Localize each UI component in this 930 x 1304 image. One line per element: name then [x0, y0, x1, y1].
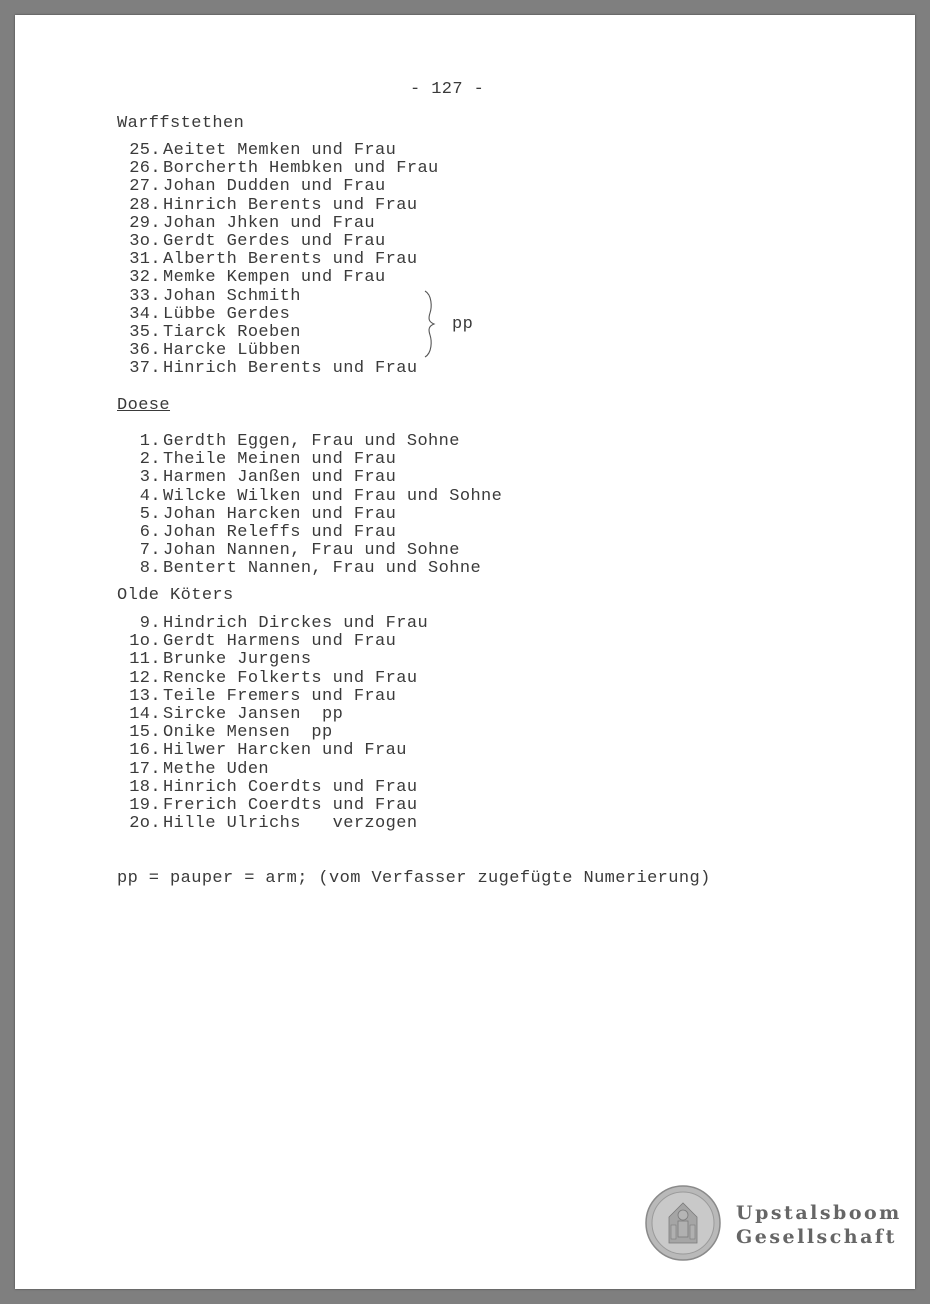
entry-name: Methe Uden: [163, 759, 270, 779]
entry-number: 35.: [129, 322, 161, 342]
entry-number: 9.: [139, 614, 161, 633]
warffstethen-list: [117, 142, 439, 378]
list-item: [117, 469, 502, 487]
entry-number: 3.: [139, 468, 161, 488]
entry-name: Aeitet Memken und Frau: [163, 141, 397, 160]
entry-number: 14.: [129, 704, 161, 724]
section-title-doese: Doese: [117, 396, 171, 415]
entry-number: 12.: [129, 668, 161, 688]
entry-name: Brunke Jurgens: [163, 650, 312, 670]
entry-name: Johan Schmith: [163, 286, 301, 306]
list-item: [117, 615, 428, 633]
entry-name: Theile Meinen und Frau: [163, 450, 397, 470]
list-item: [117, 433, 502, 451]
entry-number: 5.: [139, 504, 161, 524]
list-item: [117, 251, 439, 269]
entry-number: 27.: [129, 177, 161, 197]
entry-name: Johan Jhken und Frau: [163, 213, 376, 233]
entry-name: Gerdt Harmens und Frau: [163, 632, 397, 652]
entry-number: 1.: [139, 432, 161, 451]
olde-koeters-list: [117, 615, 428, 833]
list-item: [117, 560, 502, 578]
upstalsboom-seal-icon: [645, 1185, 721, 1261]
watermark-line-2: Gesellschaft: [736, 1226, 897, 1248]
entry-name: Bentert Nannen, Frau und Sohne: [163, 559, 482, 579]
entry-number: 1o.: [129, 632, 161, 652]
entry-name: Hille Ulrichs verzogen: [163, 814, 418, 834]
entry-number: 29.: [129, 213, 161, 233]
list-item: [117, 215, 439, 233]
entry-number: 36.: [129, 341, 161, 361]
entry-number: 25.: [129, 141, 161, 160]
list-item: [117, 524, 502, 542]
entry-number: 3o.: [129, 231, 161, 251]
entry-name: Teile Fremers und Frau: [163, 686, 397, 706]
entry-name: Hindrich Dirckes und Frau: [163, 614, 429, 633]
list-item: [117, 306, 439, 324]
entry-name: Gerdt Gerdes und Frau: [163, 231, 386, 251]
entry-number: 37.: [129, 359, 161, 379]
entry-number: 8.: [139, 559, 161, 579]
list-item: [117, 506, 502, 524]
entry-name: Hinrich Berents und Frau: [163, 195, 418, 215]
list-item: [117, 142, 439, 160]
entry-name: Memke Kempen und Frau: [163, 268, 386, 288]
list-item: [117, 724, 428, 742]
list-item: [117, 542, 502, 560]
entry-name: Johan Dudden und Frau: [163, 177, 386, 197]
entry-number: 28.: [129, 195, 161, 215]
entry-number: 31.: [129, 250, 161, 270]
list-item: [117, 633, 428, 651]
list-item: [117, 742, 428, 760]
entry-name: Hinrich Berents und Frau: [163, 359, 418, 379]
list-item: [117, 670, 428, 688]
entry-name: Harmen Janßen und Frau: [163, 468, 397, 488]
entry-number: 17.: [129, 759, 161, 779]
list-item: [117, 197, 439, 215]
entry-number: 18.: [129, 777, 161, 797]
entry-number: 15.: [129, 723, 161, 743]
bracket-brace: [423, 289, 437, 359]
entry-name: Johan Nannen, Frau und Sohne: [163, 541, 460, 561]
entry-name: Onike Mensen pp: [163, 723, 333, 743]
document-page: [15, 15, 915, 1289]
entry-name: Lübbe Gerdes: [163, 304, 291, 324]
list-item: [117, 360, 439, 378]
entry-number: 34.: [129, 304, 161, 324]
list-item: [117, 815, 428, 833]
page-number: - 127 -: [410, 80, 485, 99]
watermark-line-1: Upstalsboom: [736, 1202, 902, 1224]
entry-number: 2o.: [129, 814, 161, 834]
list-item: [117, 688, 428, 706]
entry-name: Hinrich Coerdts und Frau: [163, 777, 418, 797]
section-title-warffstethen: Warffstethen: [117, 114, 245, 133]
list-item: [117, 761, 428, 779]
section-title-olde-koeters: Olde Köters: [117, 586, 234, 605]
entry-name: Wilcke Wilken und Frau und Sohne: [163, 486, 503, 506]
entry-name: Hilwer Harcken und Frau: [163, 741, 407, 761]
list-item: [117, 706, 428, 724]
list-item: [117, 451, 502, 469]
list-item: [117, 178, 439, 196]
entry-number: 13.: [129, 686, 161, 706]
list-item: [117, 651, 428, 669]
entry-name: Johan Harcken und Frau: [163, 504, 397, 524]
entry-number: 6.: [139, 522, 161, 542]
list-item: [117, 288, 439, 306]
entry-number: 11.: [129, 650, 161, 670]
entry-number: 32.: [129, 268, 161, 288]
entry-number: 26.: [129, 159, 161, 179]
doese-list: [117, 433, 502, 579]
entry-number: 4.: [139, 486, 161, 506]
list-item: [117, 160, 439, 178]
bracket-pp-label: pp: [452, 315, 474, 334]
entry-name: Borcherth Hembken und Frau: [163, 159, 439, 179]
list-item: [117, 269, 439, 287]
entry-name: Johan Releffs und Frau: [163, 522, 397, 542]
entry-name: Gerdth Eggen, Frau und Sohne: [163, 432, 460, 451]
entry-number: 19.: [129, 795, 161, 815]
list-item: [117, 233, 439, 251]
entry-name: Rencke Folkerts und Frau: [163, 668, 418, 688]
list-item: [117, 779, 428, 797]
list-item: [117, 488, 502, 506]
entry-number: 16.: [129, 741, 161, 761]
entry-number: 2.: [139, 450, 161, 470]
entry-name: Alberth Berents und Frau: [163, 250, 418, 270]
entry-name: Frerich Coerdts und Frau: [163, 795, 418, 815]
entry-number: 7.: [139, 541, 161, 561]
entry-name: Sircke Jansen pp: [163, 704, 344, 724]
list-item: [117, 797, 428, 815]
entry-name: Tiarck Roeben: [163, 322, 301, 342]
footnote: pp = pauper = arm; (vom Verfasser zugefügte Numerierung): [117, 869, 711, 888]
list-item: [117, 342, 439, 360]
list-item: [117, 324, 439, 342]
entry-name: Harcke Lübben: [163, 341, 301, 361]
entry-number: 33.: [129, 286, 161, 306]
